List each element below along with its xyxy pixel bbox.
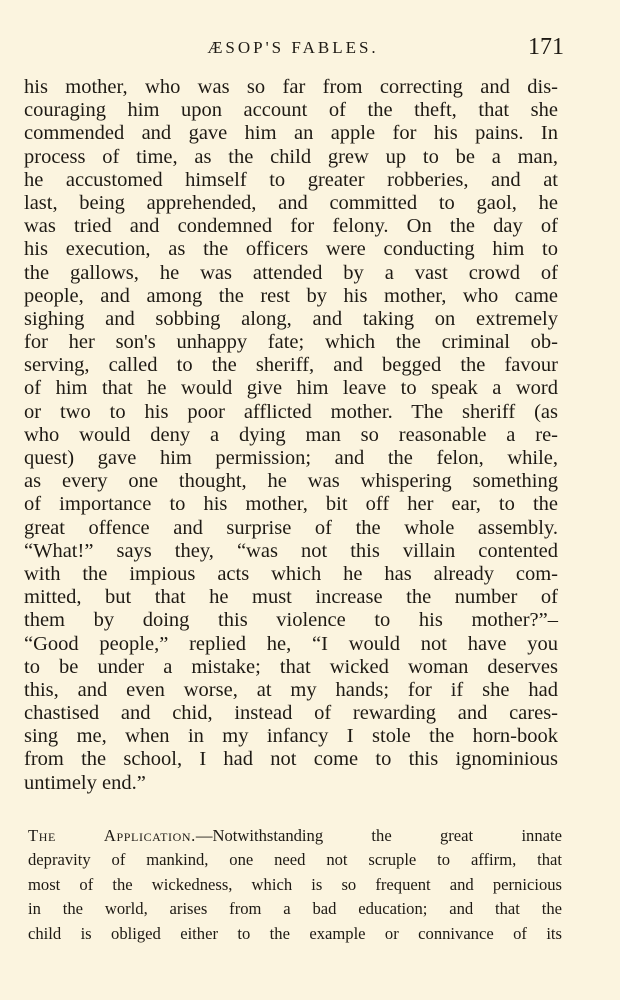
- text-line: of him that he would give him leave to speak a word: [24, 377, 558, 400]
- text-line: quest) gave him permission; and the felon, while,: [24, 447, 558, 469]
- text-line: his mother, who was so far from correcting and dis-: [24, 76, 558, 98]
- text-line: last, being apprehended, and committed to gaol, he: [24, 191, 558, 214]
- text-line: sighing and sobbing along, and taking on extremely: [24, 307, 558, 330]
- text-line: process of time, as the child grew up to be a man,: [24, 145, 558, 168]
- fable-text: [24, 76, 558, 795]
- text-line: mitted, but that he must increase the number of: [24, 586, 558, 609]
- text-line: or two to his poor afflicted mother. The sheriff (as: [24, 400, 558, 423]
- application-heading: The Application.: [28, 826, 196, 845]
- text-line: who would deny a dying man so reasonable a re-: [24, 423, 558, 446]
- application-line: in the world, arises from a bad education; and that the: [28, 899, 562, 919]
- text-line: sing me, when in my infancy I stole the horn-book: [24, 725, 558, 748]
- text-line: the gallows, he was attended by a vast crowd of: [24, 261, 558, 284]
- text-line: his execution, as the officers were conducting him to: [24, 238, 558, 261]
- text-line: from the school, I had not come to this ignominious: [24, 748, 558, 771]
- text-line: couraging him upon account of the theft, that she: [24, 99, 558, 122]
- application-first-line: [28, 824, 562, 848]
- text-line: “Good people,” replied he, “I would not have you: [24, 632, 558, 655]
- text-line: with the impious acts which he has already com-: [24, 562, 558, 585]
- text-line: for her son's unhappy fate; which the criminal ob-: [24, 331, 558, 354]
- page-number: 171: [528, 34, 564, 60]
- text-line: untimely end.”: [24, 771, 146, 794]
- text-line: great offence and surprise of the whole assembly.: [24, 516, 558, 539]
- text-line: this, and even worse, at my hands; for if she had: [24, 678, 558, 701]
- text-line: people, and among the rest by his mother, who came: [24, 284, 558, 307]
- text-line: them by doing this violence to his mother?”–: [24, 609, 558, 632]
- text-line: “What!” says they, “was not this villain contented: [24, 539, 558, 562]
- text-line: he accustomed himself to greater robberies, and at: [24, 168, 558, 191]
- text-line: was tried and condemned for felony. On the day of: [24, 215, 558, 238]
- application-line: child is obliged either to the example or connivance of its: [28, 923, 562, 943]
- text-line: commended and gave him an apple for his pains. In: [24, 122, 558, 145]
- running-head: [22, 34, 564, 64]
- text-line: serving, called to the sheriff, and begged the favour: [24, 354, 558, 377]
- text-line: chastised and chid, instead of rewarding and cares-: [24, 702, 558, 725]
- application-text: —Notwithstanding the great innate: [195, 826, 562, 845]
- application-paragraph: [28, 824, 562, 946]
- text-line: of importance to his mother, bit off her ear, to the: [24, 493, 558, 516]
- running-title: ÆSOP'S FABLES.: [207, 38, 379, 57]
- text-line: as every one thought, he was whispering something: [24, 470, 558, 493]
- application-line: most of the wickedness, which is so frequent and pernicious: [28, 874, 562, 894]
- application-line: depravity of mankind, one need not scruple to affirm, that: [28, 850, 562, 870]
- text-line: to be under a mistake; that wicked woman deserves: [24, 655, 558, 678]
